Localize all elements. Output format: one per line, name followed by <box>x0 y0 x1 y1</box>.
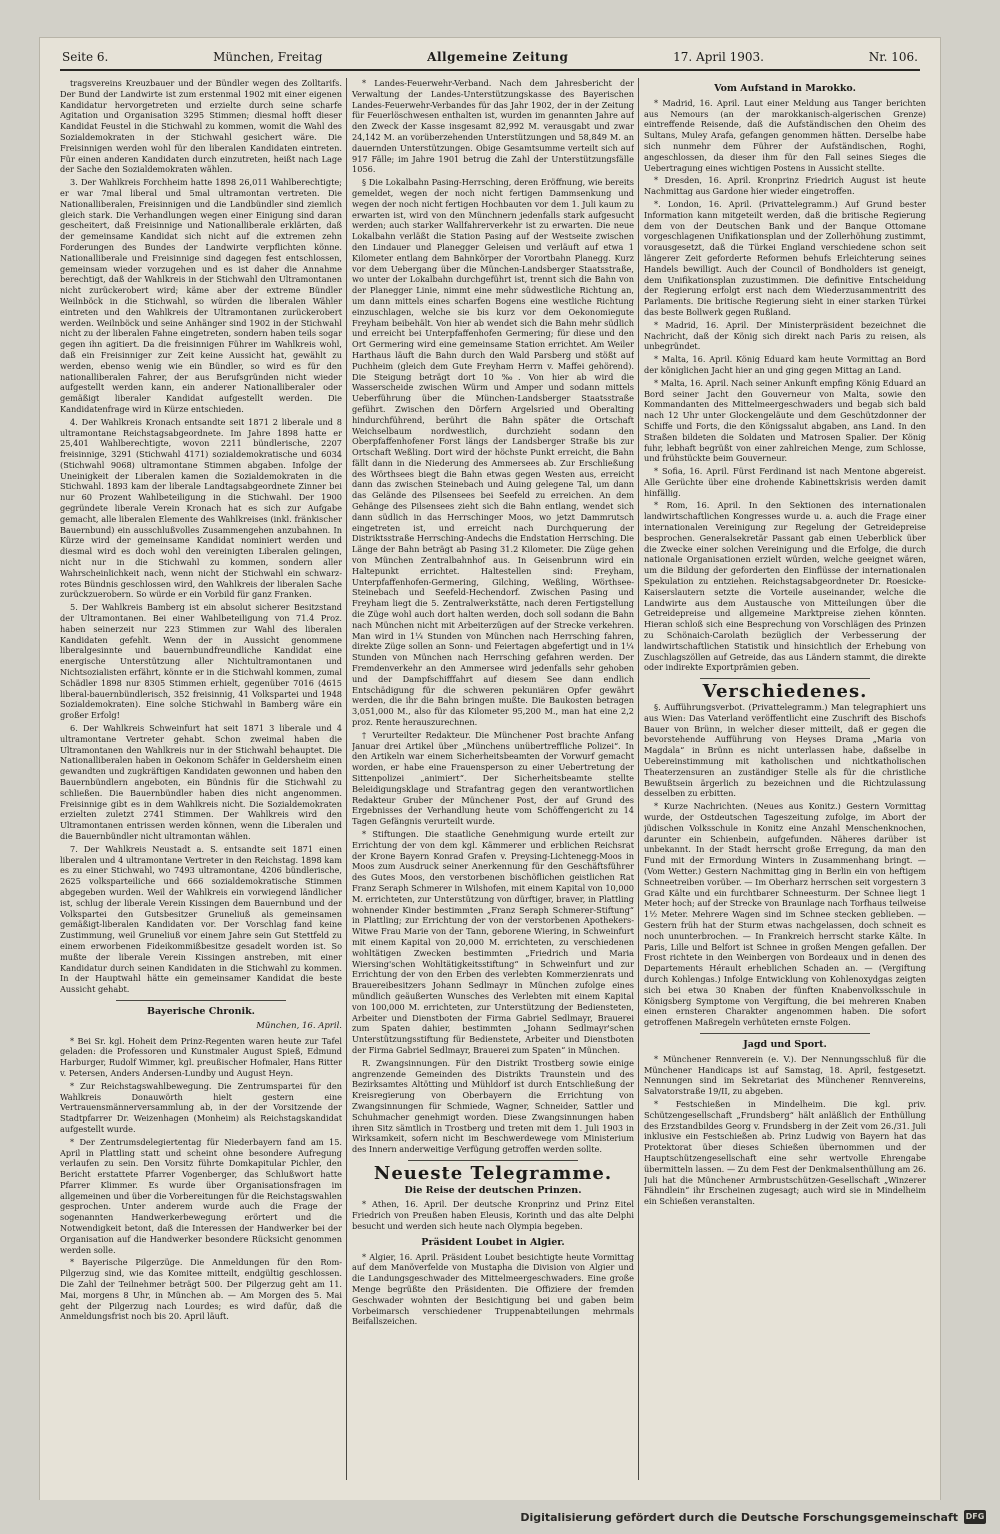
page-number: Seite 6. <box>62 50 109 64</box>
article-paragraph: * Zur Reichstagswahlbewegung. Die Zentrumspartei für den Wahlkreis Donauwörth hielt gestern eine Vertrauensmännerversammlung ab, in der der Vorsitzende der Stadtpfarrer Dr. Weizenhagen (Monheim) als Reichstagskandidat aufgestellt wurde. <box>60 1080 342 1134</box>
article-paragraph: * Malta, 16. April. Nach seiner Ankunft empfing König Eduard an Bord seiner Jacht den Gouverneur von Malta, sowie den Kommandanten des Mittelmeergeschwaders und begab sich bald nach 12 Uhr unter Glockengeläute und dem Geschützdonner der Schiffe und Forts, die den Königssalut abgaben, ans Land. In den Straßen bildeten die Soldaten und Matrosen Spalier. Der König fuhr, lebhaft begrüßt von einer zahlreichen Menge, zum Schlosse, und frühstückte beim Gouverneur. <box>644 377 926 464</box>
digitization-footer <box>0 1500 1000 1534</box>
column-1 <box>60 78 342 1480</box>
column-divider <box>638 78 639 1480</box>
article-paragraph: * Madrid, 16. April. Der Ministerpräsident bezeichnet die Nachricht, daß der König sich direkt nach Paris zu reisen, als unbegründet. <box>644 319 926 352</box>
article-paragraph: *. London, 16. April. (Privattelegramm.) Auf Grund bester Information kann mitgeteilt werden, daß die britische Regierung dem von der Deutschen Bank und der Banque Ottomane vorgeschlagenen Unifikationsplan und der Zollerhöhung zustimmt, vorausgesetzt, daß die Türkei England verschiedene schon seit längerer Zeit geforderte Reformen behufs Erleichterung seines Handels bewilligt. Auch der Council of Bondholders ist geneigt, dem Unifikationsplan zuzustimmen. Die definitive Entscheidung der Regierung erfolgt erst nach dem Wiederzusammentritt des Parlaments. Die britische Regierung sieht in einer starken Türkei das beste Bollwerk gegen Rußland. <box>644 198 926 317</box>
article-paragraph: * Landes-Feuerwehr-Verband. Nach dem Jahresbericht der Verwaltung der Landes-Unterstützungskasse des Bayerischen Landes-Feuerwehr-Verbandes für das Jahr 1902, der in der Zeitung für Feuerlöschwesen enthalten ist, wurden im genannten Jahre auf den Zweck der Kasse insgesamt 82,992 M. verausgabt und zwar 24,142 M. an vorüberzehenden Unterstützungen und 58,849 M. an dauernden Unterstützungen. Obige Gesamtsumme verteilt sich auf 917 Fälle; im Jahre 1901 betrug die Zahl der Unterstützungsfälle 1056. <box>352 78 634 175</box>
subheading-reise: Die Reise der deutschen Prinzen. <box>404 1184 582 1196</box>
newspaper-page <box>40 38 940 1500</box>
dfg-logo-icon: DFG <box>964 1510 986 1524</box>
section-heading-telegramme: Neueste Telegramme. <box>373 1162 613 1184</box>
article-paragraph: * Madrid, 16. April. Laut einer Meldung aus Tanger berichten aus Nemours (an der marokkanisch-algerischen Grenze) eintreffende Reisende, daß die Aufständischen den Oheim des Sultans, Muley Arafa, gefangen genommen hätten. Derselbe habe sich nunmehr dem Führer der Aufständischen, Roghi, angeschlossen, da dieser ihm für den Fall seines Sieges die Uebertragung eines wichtigen Postens in Aussicht stellte. <box>644 97 926 173</box>
article-paragraph: * Malta, 16. April. König Eduard kam heute Vormittag an Bord der königlichen Jacht hier an und ging gegen Mittag an Land. <box>644 354 926 375</box>
article-paragraph: * Bei Sr. kgl. Hoheit dem Prinz-Regenten waren heute zur Tafel geladen: die Professoren und Kunstmaler August Spieß, Edmund Harburger, Rudolf Wimmer, kgl. preußischer Hofmaler, Hans Ritter v. Petersen, Anders Andersen-Lundby und August Heyn. <box>60 1035 342 1078</box>
column-2 <box>352 78 634 1480</box>
article-paragraph: tragsvereins Kreuzbauer und der Bündler wegen des Zolltarifs. Der Bund der Landwirte ist zum erstenmal 1902 mit einer eigenen Kandidatur hervorgetreten und erzielte durch seine scharfe Agitation und Organisation 3295 Stimmen; diesmal hofft dieser Kandidat Feustel in die Stichwahl zu kommen, womit die Wahl des Sozialdemokraten in der Stichwahl gesichert wäre. Die Freisinnigen werden wohl für den liberalen Kandidaten eintreten. Für einen anderen Kandidaten durch einzutreten, heißt nach Lage der Sache den Sozialdemokraten wählen. <box>60 78 342 175</box>
article-paragraph: § Die Lokalbahn Pasing-Herrsching, deren Eröffnung, wie bereits gemeldet, wegen der noch nicht fertigen Dammsenkung und wegen der noch nicht fertigen Hochbauten vor dem 1. Juli kaum zu erwarten ist, wird von den Münchnern jedenfalls stark aufgesucht werden; auch starker Wallfahrerverkehr ist zu erwarten. Die neue Lokalbahn verläßt die Station Pasing auf der Westseite zwischen den Lindauer und Planegger Geleisen und verläuft auf etwa 1 Kilometer entlang dem Bahnkörper der Vorortbahn Planegg. Kurz vor dem Uebergang über die München-Landsberger Staatsstraße, wo unter der Lokalbahn durchgeführt ist, trennt sich die Bahn von der Planegger Linie, nimmt eine mehr südwestliche Richtung an, um dann mittels eines scharfen Bogens eine westliche Richtung einzuschlagen, welche sie bis kurz vor dem Oekonomiegute Freyham beibehält. Von hier ab wendet sich die Bahn mehr südlich und erreicht bei Unterpfaffenhofen Germering; für diese und den Ort Germering wird eine gemeinsame Station errichtet. Am Weiler Harthaus läuft die Bahn durch den Wald Parsberg und stößt auf Puchheim (gleich dem Gute Freyham Herrn v. Maffei gehörend). Die Steigung beträgt dort 10 ‰. Von hier ab wird die Wasserscheide zwischen Würm und Amper und sodann mittels Ueberführung über die München-Landsberger Staatsstraße geführt. Zwischen den Dörfern Argelsried und Oberalting hindurchführend, berührt die Bahn später die Ortschaft Weichselbaum nordwestlich, durchzieht sodann den Oberpfaffenhofener Forst längs der Landsberger Straße bis zur Ortschaft Weßling. Dort wird der höchste Punkt erreicht, die Bahn fällt dann in die Niederung des Ammersees ab. Zur Erschließung des Wörthsees biegt die Bahn etwas gegen Westen aus, erreicht dann das zwischen Steinebach und Auing gelegene Tal, um dann das Gelände des Pilsensees bei Seefeld zu erreichen. An dem Gehänge des Pilsensees zieht sich die Bahn entlang, wendet sich dann südlich in das Herrschinger Moos, wo jetzt Dammrutsch eingetreten ist, und erreicht nach Durchquerung der Distriktsstraße Herrsching-Andechs die Endstation Herrsching. Die Länge der Bahn beträgt ab Pasing 31.2 Kilometer. Die Züge gehen von München Zentralbahnhof aus. In Geisenbrunn wird ein Haltepunkt errichtet. Haltestellen sind: Freyham, Unterpfaffenhofen-Germering, Gilching, Weßling, Wörthsee-Steinebach und Seefeld-Hechendorf. Zwischen Pasing und Freyham liegt die 5. Zentralwerkstätte, nach deren Fertigstellung die Züge wohl auch dort halten werden, doch soll sodann die Bahn nach München nicht mit Arbeiterzügen auf der Strecke verkehren. Man wird in 1¼ Stunden von München nach Herrsching fahren, direkte Züge sollen an Sonn- und Feiertagen abgefertigt und in 1¼ Stunden von München nach Herrsching gefahren werden. Der Fremdenverkehr an den Ammersee wird jedenfalls sehr gehoben und der Dampfschifffahrt auf diesem See dann endlich Entschädigung für die schweren pekuniären Opfer gewährt werden, die ihr die Bahn bringen mußte. Die Baukosten betragen 3,051,000 M., also für das Kilometer 95,200 M., man hat eine 2,2 proz. Rente herauszurechnen. <box>352 177 634 728</box>
column-divider <box>346 78 347 1480</box>
issue-date: 17. April 1903. <box>673 50 764 64</box>
article-paragraph: * Münchener Rennverein (e. V.). Der Nennungsschluß für die Münchener Handicaps ist auf Samstag, 18. April, festgesetzt. Nennungen sind im Sekretariat des Münchener Rennvereins, Salvatorstraße 19/II, zu abgeben. <box>644 1053 926 1097</box>
article-paragraph: * Bayerische Pilgerzüge. Die Anmeldungen für den Rom-Pilgerzug sind, wie das Komitee mitteilt, endgültig geschlossen. Die Zahl der Teilnehmer beträgt 500. Der Pilgerzug geht am 11. Mai, morgens 8 Uhr, in München ab. — Am Morgen des 5. Mai geht der Pilgerzug nach Lourdes; es wird dafür, daß die Anmeldungsfrist noch bis 20. April läuft. <box>60 1257 342 1322</box>
article-paragraph: * Athen, 16. April. Der deutsche Kronprinz und Prinz Eitel Friedrich von Preußen haben Eleusis, Korinth und das alte Delphi besucht und werden sich heute nach Olympia begeben. <box>352 1199 634 1232</box>
article-paragraph: † Verurteilter Redakteur. Die Münchener Post brachte Anfang Januar drei Artikel über „Münchens unübertreffliche Polizei“. In den Artikeln war einem Sicherheitsbeamten der Vorwurf gemacht worden, er habe eine Frauensperson zu einer Uebertretung der Sittenpolizei „animiert“. Der Sicherheitsbeamte stellte Beleidigungsklage und Strafantrag gegen den verantwortlichen Redakteur Gruber der Münchener Post, der auf Grund des Ergebnisses der Verhandlung heute vom Schöffengericht zu 14 Tagen Gefängnis verurteilt wurde. <box>352 729 634 827</box>
dateline: München, 16. April. <box>256 1020 342 1031</box>
article-paragraph: * Kurze Nachrichten. (Neues aus Konitz.) Gestern Vormittag wurde, der Ostdeutschen Tageszeitung zufolge, im Abort der jüdischen Volksschule in Konitz eine Anzahl Menschenknochen, darunter ein Schienbein, aufgefunden. Näheres darüber ist unbekannt. In der Stadt herrscht große Erregung, da man den Fund mit der Ermordung Winters in Zusammenhang bringt. — (Vom Wetter.) Gestern Nachmittag ging in Berlin ein von heftigem Schneetreiben vorüber. — Im Oberharz herrschen seit vorgestern 3 Grad Kälte und ein furchtbarer Schneesturm. Der Schnee liegt 1 Meter hoch; auf der Strecke von Braunlage nach Torfhaus teilweise 1½ Meter. Mehrere Wagen sind im Schnee stecken geblieben. — Gestern früh hat der Sturm etwas nachgelassen, doch schneit es noch ununterbrochen. — In Frankreich herrscht starke Kälte. In Paris, Lille und Belfort ist Schnee in großen Mengen gefallen. Der Frost richtete in den Weinbergen von Bordeaux und in denen des Departements Hérault erheblichen Schaden an. — (Vergiftung durch Kohlengas.) Infolge Entwicklung von Kohlenoxydgas zeigten sich bei etwa 30 Knaben der fünften Knabenvolksschule in Königsberg Symptome von Vergiftung, die bei mehreren Knaben einen ernsteren Charakter angenommen haben. Die sofort getroffenen Maßregeln verhüteten ernste Folgen. <box>644 801 926 1028</box>
section-heading-chronik: Bayerische Chronik. <box>147 1005 255 1017</box>
article-paragraph: 6. Der Wahlkreis Schweinfurt hat seit 1871 3 liberale und 4 ultramontane Vertreter gehabt. Schon zweimal haben die Ultramontanen den Wahlkreis nur in der Stichwahl behauptet. Die Nationalliberalen haben in Oekonom Schäfer in Geldersheim einen gewandten und zugkräftigen Kandidaten gewonnen und haben den Bauernbündlern angeboten, ein Bündnis für die Stichwahl zu schließen. Die Bauernbündler haben dies nicht angenommen. Freisinnige gibt es in dem Wahlkreis nicht. Die Sozialdemokraten erzielten zuletzt 2741 Stimmen. Der Wahlkreis wird den Ultramontanen entrissen werden können, wenn die Liberalen und die Bauernbündler nicht ultramontan wählen. <box>60 723 342 841</box>
article-paragraph: 7. Der Wahlkreis Neustadt a. S. entsandte seit 1871 einen liberalen und 4 ultramontane Vertreter in den Reichstag. 1898 kam es zu einer Stichwahl, wo 7493 ultramontane, 4206 bündlerische, 2625 volksparteiliche und 666 sozialdemokratische Stimmen abgegeben wurden. Weil der Wahlkreis ein vorwiegend ländlicher ist, schlug der liberale Verein Kissingen dem Bauernbund und der Volkspartei den Gutsbesitzer Gruneliuß als gemeinsamen gemäßigt-liberalen Kandidaten vor. Der Vorschlag fand keine Zustimmung, weil Gruneliuß vor einem Jahre sein Gut Stettfeld zu einem erworbenen Fideikommißbesitze gesadelt worden ist. So mußte der liberale Verein Kissingen anstreben, mit einer Kandidatur durch seinen Kandidaten in die Stichwahl zu kommen. In der Hauptwahl hätte ein gemeinsamer Kandidat die beste Aussicht gehabt. <box>60 843 342 995</box>
section-separator <box>700 678 869 679</box>
footer-credit: Digitalisierung gefördert durch die Deutsche Forschungsgemeinschaft <box>520 1510 958 1524</box>
article-paragraph: * Algier, 16. April. Präsident Loubet besichtigte heute Vormittag auf dem Manöverfelde von Mustapha die Division von Algier und die Landungsgeschwader des Mittelmeergeschwaders. Eine große Menge begrüßte den Präsidenten. Die Offiziere der fremden Geschwader wohnten der Besichtigung bei und gaben beim Vorbeimarsch verschiedener Truppenabteilungen mehrmals Beifallszeichen. <box>352 1251 634 1327</box>
article-paragraph: §. Aufführungsverbot. (Privattelegramm.) Man telegraphiert uns aus Wien: Das Vaterland veröffentlicht eine Zuschrift des Bischofs Bauer von Brünn, in welcher dieser mitteilt, daß er gegen die bevorstehende Aufführung von Heyses Drama „Maria von Magdala“ in Brünn es nicht unterlassen habe, daßselbe in Uebereinstimmung mit katholischen und nichtkatholischen Theaterzensuren an zuständiger Stelle als für die christliche Bewußtsein ärgerlich zu bezeichnen und die Richtzulassung desselben zu erbitten. <box>644 702 926 799</box>
location-day: München, Freitag <box>213 50 323 64</box>
section-separator <box>408 1160 577 1161</box>
article-paragraph: 3. Der Wahlkreis Forchheim hatte 1898 26,011 Wahlberechtigte; er war 7mal liberal und 5mal ultramontan vertreten. Die Nationalliberalen, Freisinnigen und die Landbündler sind ziemlich gleich stark. Die Verhandlungen wegen einer Einigung sind daran gescheitert, daß Freisinnige und Nationalliberale erklärten, daß der gemeinsame Kandidat sich nicht auf die extremen zehn Forderungen des Bundes der Landwirte verpflichten könne. Nationalliberale und Freisinnige sind dagegen fest entschlossen, gemeinsam wieder vorzugehen und es ist daher die Annahme berechtigt, daß der Wahlkreis in der Stichwahl den Ultramontanen nicht zurückerobert wird; käme aber der extreme Bündler Weilnböck in die Stichwahl, so würden die liberalen Wähler eintreten und den Wahlkreis der Ultramontanen zurückerobert werden. Weilnböck und seine Anhänger sind 1902 in der Stichwahl nicht zu der liberalen Fahne eingetreten, sondern haben teils sogar gegen ihn agitiert. Da die freisinnigen Führer im Wahlkreis wohl, daß ein Freisinniger zur Zeit keine Aussicht hat, gewählt zu werden, ebenso wenig wie ein Bündler, so wird es für den nationalliberalen Fahrer, der aus Berufsgründen nicht wieder aufgestellt werden kann, ein anderer Nationalliberaler oder gemäßigt liberaler Kandidat aufgestellt werden. Die Kandidatenfrage wird in Kürze entschieden. <box>60 177 342 414</box>
paper-title: Allgemeine Zeitung <box>427 50 569 64</box>
article-paragraph: * Rom, 16. April. In den Sektionen des internationalen landwirtschaftlichen Kongresses wurde u. a. auch die Frage einer internationalen Vereinigung zur Regelung der Getreidepreise besprochen. Generalsekretär Passant gab einen Ueberblick über die Zwecke einer solchen Vereinigung und die Erfolge, die durch nationale Organisationen erzielt würden, welche geeignet wären, um die Bildung der geforderten den Einflüsse der internationalen Spekulation zu entziehen. Reichstagsabgeordneter Dr. Roesicke-Kaiserslautern setzte die Vorteile auseinander, welche die Landwirte aus dem Austausche von Mitteilungen über die Getreidepreise und allgemeine Marktpreise ziehen könnten. Hieran schloß sich eine Besprechung von Vorschlägen des Prinzen zu Schönaich-Carolath bezüglich der Verbesserung der landwirtschaftlichen Statistik und hinsichtlich der Erhebung von Zuschlagszöllen auf Getreide, das aus Ländern stammt, die direkte oder indirekte Exportprämien geben. <box>644 500 926 673</box>
article-paragraph: * Festschießen in Mindelheim. Die kgl. priv. Schützengesellschaft „Frundsberg“ hält anläßlich der Enthüllung des Erzstandbildes Georg v. Frundsberg in der Zeit vom 26./31. Juli inklusive ein Festschießen ab. Prinz Ludwig von Bayern hat das Protektorat über dieses Schießen übernommen und der Hauptschützengesellschaft eine sehr wertvolle Ehrengabe übermitteln lassen. — Zu dem Fest der Denkmalsenthüllung am 26. Juli hat die Münchener Armbrustschützen-Gesellschaft „Winzerer Fähndlein“ ihr Erscheinen zugesagt; auch wird sie in Mindelheim ein Schießen veranstalten. <box>644 1098 926 1207</box>
section-separator <box>116 1000 285 1001</box>
section-heading-jagd: Jagd und Sport. <box>743 1038 827 1050</box>
article-paragraph: 4. Der Wahlkreis Kronach entsandte seit 1871 2 liberale und 8 ultramontane Reichstagsabgeordnete. Im Jahre 1898 hatte er 25,401 Wahlberechtigte, wovon 2211 bündlerische, 2207 freisinnige, 3291 (Stichwahl 4171) sozialdemokratische und 6034 (Stichwahl 9068) ultramontane Stimmen abgaben. Infolge der Uneinigkeit der Liberalen kamen die Sozialdemokraten in die Stichwahl. 1893 kam der liberale Landtagsabgeordnete Zinner bei nur 60 Prozent Wahlbeteiligung in die Stichwahl. Der 1900 gegründete liberale Verein Kronach hat es sich zur Aufgabe gemacht, alle liberalen Elemente des Wahlkreises (inkl. fränkischer Bauernbund) ein ausschlußvolles Zusammengehen anzubahnen. In Kürze wird der gemeinsame Kandidat nominiert werden und diesmal wird es doch wohl den vereinigten Liberalen gelingen, nicht nur in die Stichwahl zu kommen, sondern aller Wahrscheinlichkeit nach, wenn nicht der Stichwahl ein schwarz-rotes Bündnis geschlossen wird, den Wahlkreis der liberalen Sache zurückzuerobern. So würde er ein Vorbild für ganz Franken. <box>60 416 342 600</box>
article-paragraph: * Stiftungen. Die staatliche Genehmigung wurde erteilt zur Errichtung der von dem kgl. Kämmerer und erblichen Reichsrat der Krone Bayern Konrad Grafen v. Preysing-Lichtenegg-Moos in Moos zum Ausdruck seiner Anerkennung für den Geschäftsführer des Gutes Moos, den verstorbenen bischöflichen geistlichen Rat Franz Seraph Schmerer in Wilshofen, mit einem Kapital von 10,000 M. errichteten, zur Unterstützung von dürftiger, braver, in Plattling wohnender Kinder bestimmten „Franz Seraph Schmerer-Stiftung“ in Plattling; zur Errichtung der von der verstorbenen Apothekers-Witwe Frau Marie von der Tann, geborene Wiering, in Schweinfurt mit einem Kapital von 20,000 M. errichteten, zu verschiedenen wohltätigen Zwecken bestimmten „Friedrich und Maria Wiersing'schen Wohltätigkeitsstiftung“ in Schweinfurt und zur Errichtung der von den Erben des verlebten Kommerzienrats und Brauereibesitzers Johann Sedlmayr in München zufolge eines mündlich geäußerten Wunsches des Verlebten mit einem Kapital von 100,000 M. errichteten, zur Unterstützung der Bediensteten, Arbeiter und Dienstboten der Firma Gabriel Sedlmayr, Brauerei zum Spaten dahier, bestimmten „Johann Sedlmayr'schen Unterstützungsstiftung für Bedienstete, Arbeiter und Dienstboten der Firma Gabriel Sedlmayr, Brauerei zum Spaten“ in München. <box>352 828 634 1055</box>
header-rule <box>60 69 920 71</box>
article-paragraph: * Der Zentrumsdelegiertentag für Niederbayern fand am 15. April in Plattling statt und scheint ohne besondere Aufregung verlaufen zu sein. Den Vorsitz führte Domkapitular Pichler, den Bericht erstattete Pfarrer Vogenberger, das Schlußwort hatte Pfarrer Klimmer. Es wurde über Organisationsfragen im allgemeinen und über die Vorbereitungen für die Reichstagswahlen gesprochen. Unter anderem wurde auch die Frage der sogenannten Handwerkerbewegung erörtert und die Notwendigkeit betont, daß die Interessen der Handwerker bei der Organisation auf die Handwerker besondere Rücksicht genommen werden solle. <box>60 1136 342 1255</box>
subheading-marokko: Vom Aufstand in Marokko. <box>714 83 856 94</box>
article-paragraph: 5. Der Wahlkreis Bamberg ist ein absolut sicherer Besitzstand der Ultramontanen. Bei einer Wahlbeteiligung von 71.4 Proz. haben seinerzeit nur 223 Stimmen zur Wahl des liberalen Kandidaten gefehlt. Wenn der in Aussicht genommene liberalgesinnte und bauernbundfreundliche Kandidat eine energische Unterstützung aller Nichtultramontanen und Nichtsozialisten erfährt, könnte er in die Stichwahl kommen, zumal Schädler 1898 nur 8305 Stimmen erhielt, gegenüber 7016 (4615 liberal-bauernbündlerisch, 352 freisinnig, 41 Volkspartei und 1948 Sozialdemokraten). Eine solche Stichwahl in Bamberg wäre ein großer Erfolg! <box>60 602 342 721</box>
article-paragraph: * Dresden, 16. April. Kronprinz Friedrich August ist heute Nachmittag aus Gardone hier wieder eingetroffen. <box>644 175 926 197</box>
column-3 <box>644 78 926 1480</box>
section-separator <box>700 1033 869 1034</box>
section-heading-verschiedenes: Verschiedenes. <box>702 681 868 703</box>
page-header <box>62 46 918 68</box>
subheading-loubet: Präsident Loubet in Algier. <box>421 1236 565 1248</box>
issue-number: Nr. 106. <box>868 50 918 64</box>
article-paragraph: R. Zwangsinnungen. Für den Distrikt Trostberg sowie einige angrenzende Gemeinden des Distrikts Traunstein und des Bezirksamtes Altötting und Mühldorf ist durch Entschließung der Kreisregierung von Oberbayern die Errichtung von Zwangsinnungen für Schmiede, Wagner, Schneider, Sattler und Schuhmacher genehmigt worden. Diese Zwangsinnungen haben ihren Sitz sämtlich in Trostberg und treten mit dem 1. Juli 1903 in Wirksamkeit, sofern nicht im Beschwerdewege vom Ministerium des Innern anderweitige Verfügung getroffen werden sollte. <box>352 1057 634 1155</box>
article-paragraph: * Sofia, 16. April. Fürst Ferdinand ist nach Mentone abgereist. Alle Gerüchte über eine drohende Kabinettskrisis werden damit hinfällig. <box>644 466 926 498</box>
